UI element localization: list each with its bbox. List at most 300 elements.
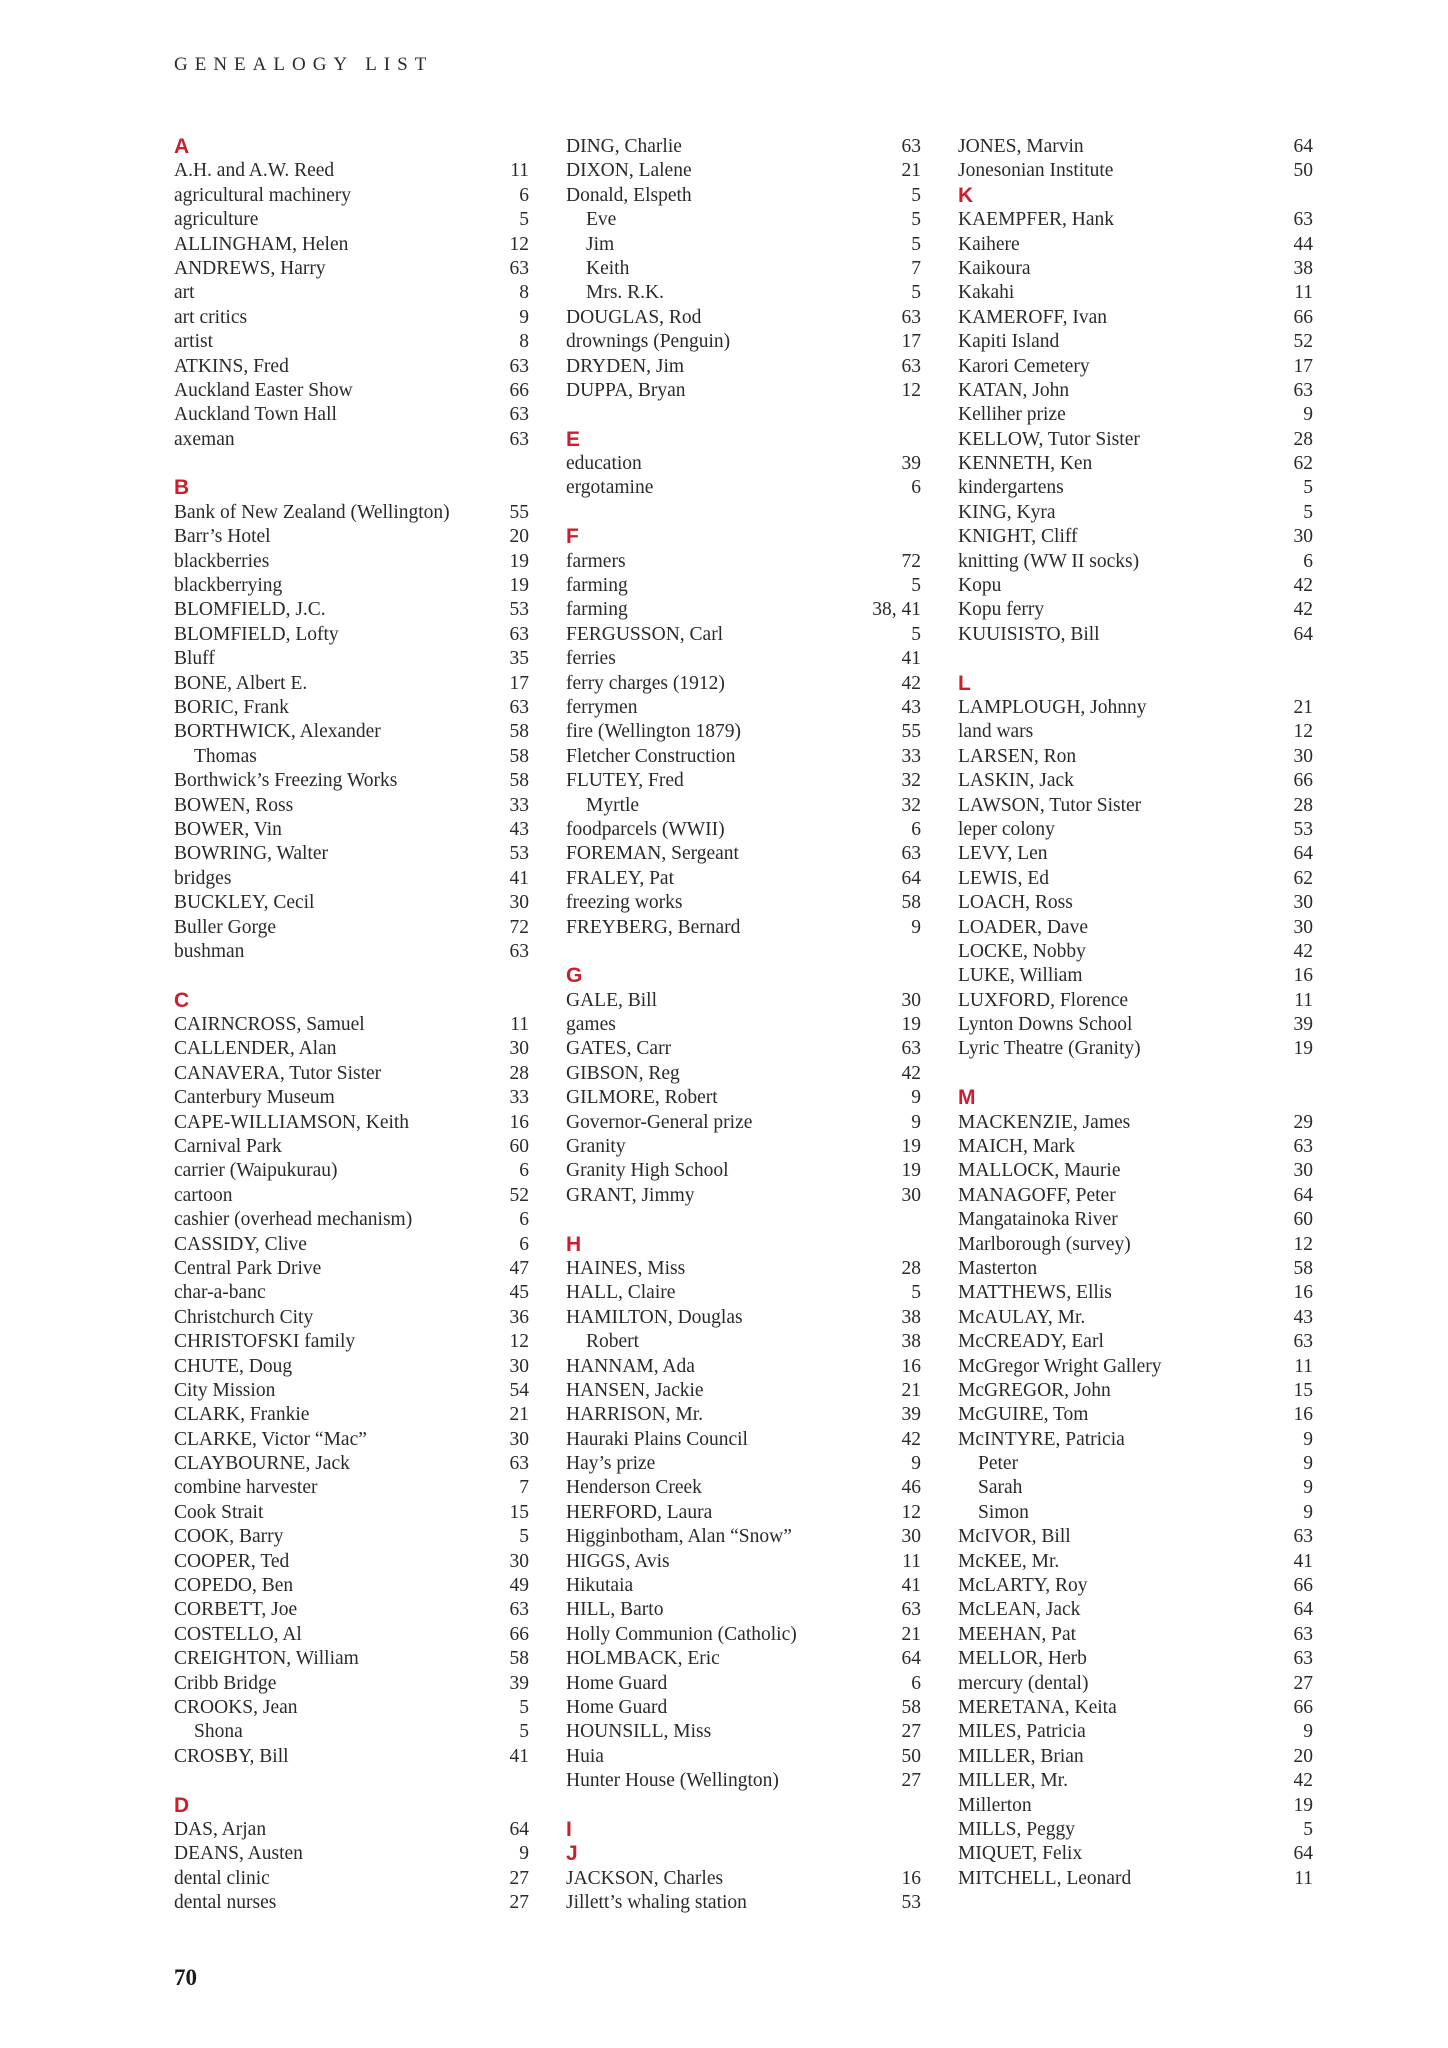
entry-page-ref: 50	[901, 1745, 921, 1767]
entry-name: Myrtle	[586, 794, 640, 816]
index-entry	[566, 574, 921, 598]
index-entry	[174, 1379, 529, 1403]
entry-page-ref: 5	[519, 1697, 529, 1718]
entry-page-ref: 58	[509, 721, 529, 743]
section-letter: L	[958, 671, 971, 695]
index-entry	[566, 1452, 921, 1476]
entry-name: HIGGS, Avis	[566, 1550, 670, 1572]
entry-name: Sarah	[978, 1477, 1023, 1499]
entry-page-ref: 42	[901, 1062, 921, 1084]
index-entry	[174, 525, 529, 549]
entry-page-ref: 9	[911, 916, 921, 938]
entry-page-ref: 30	[1293, 892, 1313, 914]
index-entry	[566, 379, 921, 403]
entry-name: blackberrying	[174, 575, 283, 597]
entry-page-ref: 66	[1293, 1575, 1313, 1597]
entry-name: CHUTE, Doug	[174, 1355, 293, 1377]
index-entry	[566, 1013, 921, 1037]
index-entry	[958, 964, 1313, 988]
entry-name: games	[566, 1014, 616, 1036]
entry-page-ref: 64	[1293, 136, 1313, 157]
index-entry	[958, 281, 1313, 305]
entry-name: fire (Wellington 1879)	[566, 721, 741, 743]
index-entry	[958, 452, 1313, 476]
entry-name: FREYBERG, Bernard	[566, 916, 741, 938]
index-entry	[174, 1818, 529, 1842]
index-entry	[174, 842, 529, 866]
entry-name: GILMORE, Robert	[566, 1087, 718, 1109]
entry-name: KATAN, John	[958, 379, 1070, 401]
entry-page-ref: 72	[901, 550, 921, 572]
entry-name: GRANT, Jimmy	[566, 1184, 695, 1206]
index-entry	[566, 1598, 921, 1622]
index-entry	[174, 696, 529, 720]
entry-name: MITCHELL, Leonard	[958, 1867, 1132, 1889]
index-entry	[174, 1574, 529, 1598]
entry-name: DUPPA, Bryan	[566, 379, 686, 401]
entry-page-ref: 9	[911, 1087, 921, 1109]
entry-page-ref: 49	[509, 1575, 529, 1597]
entry-name: Karori Cemetery	[958, 355, 1090, 377]
entry-name: CAPE-WILLIAMSON, Keith	[174, 1111, 410, 1133]
entry-page-ref: 8	[519, 331, 529, 353]
running-header: GENEALOGY LIST	[174, 54, 434, 75]
entry-page-ref: 54	[509, 1379, 529, 1401]
entry-name: HILL, Barto	[566, 1599, 664, 1621]
index-entry	[174, 940, 529, 964]
index-entry	[566, 1037, 921, 1061]
section-letter: C	[174, 988, 190, 1012]
entry-page-ref: 42	[1293, 599, 1313, 621]
index-entry	[174, 1623, 529, 1647]
index-entry	[958, 1184, 1313, 1208]
entry-page-ref: 5	[1303, 1818, 1313, 1840]
entry-page-ref: 52	[1293, 331, 1313, 353]
entry-name: farming	[566, 599, 628, 621]
index-entry	[174, 330, 529, 354]
entry-page-ref: 64	[901, 1648, 921, 1670]
index-entry	[958, 1696, 1313, 1720]
index-entry	[174, 720, 529, 744]
entry-page-ref: 58	[901, 892, 921, 914]
entry-name: ergotamine	[566, 477, 654, 499]
entry-name: blackberries	[174, 550, 270, 572]
entry-page-ref: 9	[911, 1111, 921, 1133]
entry-page-ref: 20	[1293, 1745, 1313, 1767]
entry-page-ref: 9	[1303, 1428, 1313, 1450]
entry-name: HALL, Claire	[566, 1282, 676, 1304]
index-entry	[174, 1891, 529, 1915]
entry-name: Bluff	[174, 648, 215, 670]
entry-page-ref: 6	[519, 1233, 529, 1255]
entry-page-ref: 38, 41	[872, 599, 921, 621]
index-entry	[174, 1525, 529, 1549]
entry-name: Henderson Creek	[566, 1477, 702, 1499]
entry-name: McAULAY, Mr.	[958, 1306, 1086, 1328]
entry-name: education	[566, 453, 642, 475]
entry-page-ref: 11	[1294, 989, 1313, 1011]
entry-name: mercury (dental)	[958, 1672, 1089, 1694]
index-entry	[174, 867, 529, 891]
index-entry	[174, 1672, 529, 1696]
index-entry	[958, 1159, 1313, 1183]
entry-name: Kelliher prize	[958, 404, 1066, 426]
entry-page-ref: 6	[519, 1209, 529, 1231]
section-letter: J	[566, 1842, 578, 1866]
entry-name: MILLER, Mr.	[958, 1770, 1068, 1792]
entry-page-ref: 5	[519, 209, 529, 231]
entry-page-ref: 47	[509, 1257, 529, 1279]
entry-name: City Mission	[174, 1379, 276, 1401]
index-entry	[566, 1769, 921, 1793]
entry-name: McGREGOR, John	[958, 1379, 1111, 1401]
entry-page-ref: 17	[509, 672, 529, 694]
index-entry	[174, 598, 529, 622]
entry-name: HARRISON, Mr.	[566, 1404, 704, 1426]
entry-name: FERGUSSON, Carl	[566, 623, 724, 645]
entry-page-ref: 20	[509, 526, 529, 548]
entry-page-ref: 16	[1293, 965, 1313, 987]
entry-name: Hikutaia	[566, 1575, 634, 1597]
entry-page-ref: 30	[901, 1526, 921, 1548]
entry-page-ref: 64	[901, 867, 921, 889]
index-column-3	[958, 135, 1313, 1891]
entry-page-ref: 53	[1293, 818, 1313, 840]
entry-name: Fletcher Construction	[566, 745, 736, 767]
index-entry	[566, 330, 921, 354]
entry-page-ref: 66	[1293, 306, 1313, 328]
index-entry	[958, 916, 1313, 940]
entry-name: JACKSON, Charles	[566, 1867, 724, 1889]
index-entry	[958, 159, 1313, 183]
entry-page-ref: 43	[901, 696, 921, 718]
index-entry	[174, 257, 529, 281]
entry-page-ref: 63	[509, 1453, 529, 1475]
entry-page-ref: 16	[901, 1867, 921, 1889]
entry-page-ref: 21	[509, 1404, 529, 1426]
entry-name: Kaihere	[958, 233, 1020, 255]
entry-name: Donald, Elspeth	[566, 184, 692, 206]
entry-page-ref: 53	[509, 599, 529, 621]
section-letter: A	[174, 135, 190, 158]
index-entry	[958, 1013, 1313, 1037]
entry-name: Peter	[978, 1453, 1019, 1475]
index-entry	[174, 672, 529, 696]
entry-name: axeman	[174, 428, 235, 450]
entry-page-ref: 42	[901, 672, 921, 694]
entry-name: FLUTEY, Fred	[566, 770, 684, 792]
index-entry	[958, 623, 1313, 647]
entry-page-ref: 35	[509, 648, 529, 670]
entry-name: KAMEROFF, Ivan	[958, 306, 1108, 328]
index-entry	[566, 1525, 921, 1549]
entry-name: BORTHWICK, Alexander	[174, 721, 381, 743]
entry-page-ref: 41	[901, 1575, 921, 1597]
entry-name: HAINES, Miss	[566, 1257, 686, 1279]
index-entry	[958, 1623, 1313, 1647]
entry-page-ref: 44	[1293, 233, 1313, 255]
entry-name: CROOKS, Jean	[174, 1697, 298, 1718]
entry-page-ref: 41	[901, 648, 921, 670]
entry-page-ref: 21	[1293, 696, 1313, 718]
index-entry	[566, 1647, 921, 1671]
index-entry	[958, 1208, 1313, 1232]
index-entry	[566, 1062, 921, 1086]
index-entry	[174, 1086, 529, 1110]
entry-page-ref: 15	[1293, 1379, 1313, 1401]
entry-name: Canterbury Museum	[174, 1087, 335, 1109]
index-entry	[174, 501, 529, 525]
index-entry	[174, 1745, 529, 1769]
entry-name: LASKIN, Jack	[958, 770, 1074, 792]
index-entry	[566, 696, 921, 720]
index-entry	[958, 1403, 1313, 1427]
index-entry	[958, 1794, 1313, 1818]
entry-name: LOACH, Ross	[958, 892, 1073, 914]
entry-name: McIVOR, Bill	[958, 1526, 1071, 1548]
entry-page-ref: 21	[901, 1623, 921, 1645]
section-letter: I	[566, 1817, 572, 1841]
entry-name: GALE, Bill	[566, 989, 657, 1011]
entry-page-ref: 11	[510, 160, 529, 182]
entry-page-ref: 12	[509, 1331, 529, 1353]
section-letter: B	[174, 476, 190, 500]
entry-name: LAMPLOUGH, Johnny	[958, 696, 1147, 718]
entry-name: MILLS, Peggy	[958, 1818, 1075, 1840]
entry-page-ref: 42	[901, 1428, 921, 1450]
entry-page-ref: 27	[901, 1770, 921, 1792]
index-entry	[174, 623, 529, 647]
entry-name: KELLOW, Tutor Sister	[958, 428, 1140, 450]
index-column-2	[566, 135, 921, 1916]
entry-page-ref: 41	[509, 867, 529, 889]
index-entry	[958, 1330, 1313, 1354]
entry-page-ref: 15	[509, 1501, 529, 1523]
entry-name: ATKINS, Fred	[174, 355, 289, 377]
entry-page-ref: 58	[509, 770, 529, 792]
index-entry	[566, 476, 921, 500]
entry-page-ref: 17	[1293, 355, 1313, 377]
entry-name: Jim	[586, 233, 615, 255]
index-entry	[566, 891, 921, 915]
index-entry	[958, 745, 1313, 769]
entry-page-ref: 63	[1293, 1136, 1313, 1158]
index-entry	[958, 1257, 1313, 1281]
entry-name: BUCKLEY, Cecil	[174, 892, 315, 914]
entry-name: HANNAM, Ada	[566, 1355, 695, 1377]
index-entry	[958, 1647, 1313, 1671]
index-entry	[958, 1769, 1313, 1793]
index-entry	[566, 1623, 921, 1647]
section-letter: F	[566, 525, 579, 549]
entry-name: Huia	[566, 1745, 604, 1767]
index-entry	[958, 891, 1313, 915]
index-entry	[566, 257, 921, 281]
entry-page-ref: 60	[1293, 1209, 1313, 1231]
entry-name: Carnival Park	[174, 1136, 282, 1158]
entry-page-ref: 5	[911, 1282, 921, 1304]
entry-name: CANAVERA, Tutor Sister	[174, 1062, 382, 1084]
entry-name: Central Park Drive	[174, 1257, 322, 1279]
index-entry	[174, 1842, 529, 1866]
index-entry	[174, 1696, 529, 1720]
entry-page-ref: 58	[901, 1697, 921, 1718]
index-entry	[566, 647, 921, 671]
entry-name: MAICH, Mark	[958, 1136, 1075, 1158]
entry-page-ref: 11	[1294, 282, 1313, 304]
entry-name: CLARK, Frankie	[174, 1404, 310, 1426]
index-entry	[174, 159, 529, 183]
entry-name: Higginbotham, Alan “Snow”	[566, 1526, 792, 1548]
section-letter: H	[566, 1232, 582, 1256]
entry-name: bushman	[174, 940, 245, 962]
entry-name: cartoon	[174, 1184, 233, 1206]
entry-name: BLOMFIELD, Lofty	[174, 623, 339, 645]
entry-name: KAEMPFER, Hank	[958, 209, 1115, 231]
index-entry	[958, 1428, 1313, 1452]
entry-name: artist	[174, 331, 213, 353]
entry-page-ref: 5	[911, 282, 921, 304]
entry-name: BOWRING, Walter	[174, 843, 329, 865]
index-entry	[958, 940, 1313, 964]
entry-page-ref: 63	[1293, 1331, 1313, 1353]
section-letter: E	[566, 427, 581, 451]
index-entry	[958, 574, 1313, 598]
entry-name: DOUGLAS, Rod	[566, 306, 702, 328]
entry-page-ref: 66	[509, 379, 529, 401]
index-entry	[174, 233, 529, 257]
entry-name: Granity High School	[566, 1160, 729, 1182]
entry-page-ref: 12	[901, 379, 921, 401]
index-entry	[958, 1598, 1313, 1622]
index-entry	[566, 720, 921, 744]
index-entry	[566, 159, 921, 183]
entry-page-ref: 28	[1293, 428, 1313, 450]
entry-name: Jonesonian Institute	[958, 160, 1114, 182]
index-column-1	[174, 135, 529, 1916]
entry-page-ref: 42	[1293, 940, 1313, 962]
entry-name: Simon	[978, 1501, 1029, 1523]
entry-page-ref: 30	[1293, 745, 1313, 767]
entry-name: HANSEN, Jackie	[566, 1379, 704, 1401]
entry-page-ref: 27	[509, 1867, 529, 1889]
entry-name: Kakahi	[958, 282, 1015, 304]
entry-name: DRYDEN, Jim	[566, 355, 685, 377]
entry-name: Lyric Theatre (Granity)	[958, 1038, 1141, 1060]
entry-page-ref: 52	[509, 1184, 529, 1206]
index-entry	[174, 208, 529, 232]
entry-page-ref: 11	[1294, 1355, 1313, 1377]
entry-page-ref: 30	[509, 1038, 529, 1060]
section-letter: K	[958, 183, 974, 207]
index-entry	[958, 257, 1313, 281]
index-entry	[174, 1476, 529, 1500]
index-entry	[566, 1135, 921, 1159]
entry-page-ref: 16	[1293, 1282, 1313, 1304]
index-entry	[958, 135, 1313, 159]
entry-page-ref: 63	[901, 1599, 921, 1621]
index-entry	[174, 428, 529, 452]
index-entry	[566, 1574, 921, 1598]
index-entry	[174, 403, 529, 427]
index-entry	[174, 1037, 529, 1061]
entry-page-ref: 9	[1303, 1501, 1313, 1523]
index-entry	[566, 1086, 921, 1110]
entry-page-ref: 64	[1293, 1599, 1313, 1621]
index-entry	[958, 476, 1313, 500]
index-entry	[566, 1330, 921, 1354]
entry-page-ref: 63	[1293, 1623, 1313, 1645]
index-entry	[174, 647, 529, 671]
index-entry	[566, 1745, 921, 1769]
index-entry	[174, 355, 529, 379]
entry-page-ref: 5	[1303, 501, 1313, 523]
entry-page-ref: 64	[1293, 623, 1313, 645]
entry-name: BOWEN, Ross	[174, 794, 294, 816]
entry-name: GIBSON, Reg	[566, 1062, 680, 1084]
index-entry	[958, 501, 1313, 525]
index-entry	[174, 1208, 529, 1232]
entry-page-ref: 16	[901, 1355, 921, 1377]
entry-page-ref: 63	[509, 355, 529, 377]
index-entry	[174, 574, 529, 598]
index-entry	[958, 1818, 1313, 1842]
index-entry	[566, 184, 921, 208]
entry-page-ref: 27	[1293, 1672, 1313, 1694]
entry-name: MELLOR, Herb	[958, 1648, 1087, 1670]
entry-name: LAWSON, Tutor Sister	[958, 794, 1142, 816]
entry-page-ref: 9	[1303, 1721, 1313, 1743]
entry-name: combine harvester	[174, 1477, 318, 1499]
entry-page-ref: 62	[1293, 453, 1313, 475]
entry-name: LOCKE, Nobby	[958, 940, 1086, 962]
entry-name: BLOMFIELD, J.C.	[174, 599, 326, 621]
entry-name: LEVY, Len	[958, 843, 1048, 865]
entry-name: Jillett’s whaling station	[566, 1892, 747, 1914]
entry-page-ref: 21	[901, 1379, 921, 1401]
entry-page-ref: 63	[509, 940, 529, 962]
index-entry	[174, 1550, 529, 1574]
index-entry	[566, 1550, 921, 1574]
index-entry	[174, 1501, 529, 1525]
entry-name: CALLENDER, Alan	[174, 1038, 337, 1060]
entry-page-ref: 63	[1293, 209, 1313, 231]
entry-name: art critics	[174, 306, 248, 328]
entry-page-ref: 32	[901, 794, 921, 816]
entry-page-ref: 33	[509, 1087, 529, 1109]
entry-name: Hunter House (Wellington)	[566, 1770, 779, 1792]
entry-page-ref: 12	[901, 1501, 921, 1523]
entry-name: McINTYRE, Patricia	[958, 1428, 1125, 1450]
entry-name: Lynton Downs School	[958, 1014, 1133, 1036]
index-entry	[958, 1306, 1313, 1330]
entry-name: Home Guard	[566, 1672, 668, 1694]
entry-name: kindergartens	[958, 477, 1064, 499]
entry-page-ref: 8	[519, 282, 529, 304]
entry-page-ref: 58	[1293, 1257, 1313, 1279]
index-entry	[958, 794, 1313, 818]
entry-page-ref: 9	[1303, 1477, 1313, 1499]
entry-page-ref: 5	[519, 1721, 529, 1743]
entry-name: LEWIS, Ed	[958, 867, 1049, 889]
entry-name: farming	[566, 575, 628, 597]
entry-name: MIQUET, Felix	[958, 1843, 1083, 1865]
index-entry	[174, 916, 529, 940]
entry-name: DAS, Arjan	[174, 1818, 267, 1840]
entry-name: agriculture	[174, 209, 259, 231]
entry-page-ref: 30	[509, 892, 529, 914]
index-entry	[958, 428, 1313, 452]
